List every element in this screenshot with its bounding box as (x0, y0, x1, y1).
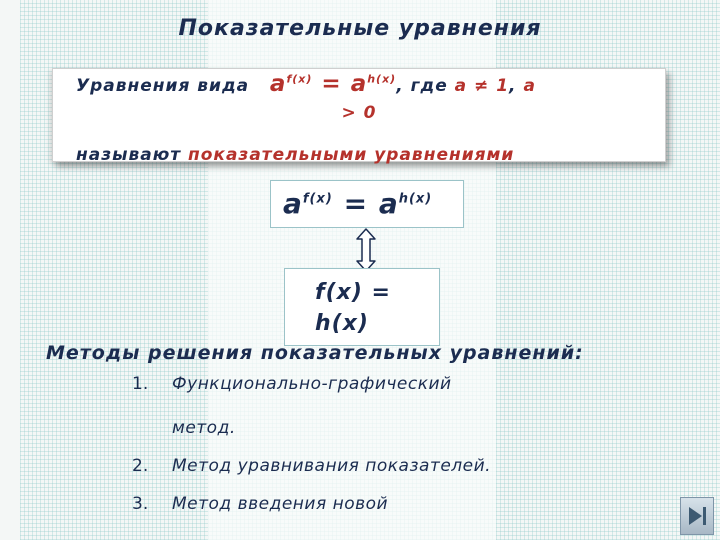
definition-prefix: Уравнения вида (76, 76, 250, 96)
definition-line-2 (53, 103, 665, 123)
definition-formula: $a^{f(x)} = a^{h(x)}$ (269, 71, 397, 97)
skip-end-icon (681, 498, 713, 534)
condition-a-not-one: a ≠ 1 (454, 76, 510, 96)
method-item-2: Метод уравнивания показателей. (172, 456, 492, 476)
method-number: 3. (132, 494, 149, 514)
result-box (284, 268, 440, 346)
definition-box (52, 68, 666, 165)
method-number: 2. (132, 456, 149, 476)
method-item-1: Функционально-графический (172, 374, 452, 394)
condition-a: a (523, 76, 536, 96)
page-title: Показательные уравнения (178, 16, 542, 41)
definition-line-1: Уравнения вида $a^{f(x)} = a^{h(x)}$, где a ≠ 1, a (76, 71, 536, 97)
method-item-3: Метод введения новой (172, 494, 389, 514)
method-item-1-cont: метод. (172, 418, 236, 438)
definition-term: показательными уравнениями (188, 145, 515, 165)
double-arrow-icon (355, 228, 377, 272)
definition-line-3 (76, 145, 514, 165)
equation-formula: $a^{f(x)} = a^{h(x)}$ (283, 187, 433, 220)
method-number: 1. (132, 374, 149, 394)
equation-box (270, 180, 464, 228)
methods-title: Методы решения показательных уравнений: (46, 342, 584, 364)
end-button[interactable] (680, 497, 714, 535)
condition-positive: > 0 (341, 103, 377, 123)
result-formula: f(x) = h(x) (315, 280, 391, 336)
definition-called: называют (76, 145, 182, 165)
definition-where: , где (396, 76, 448, 96)
